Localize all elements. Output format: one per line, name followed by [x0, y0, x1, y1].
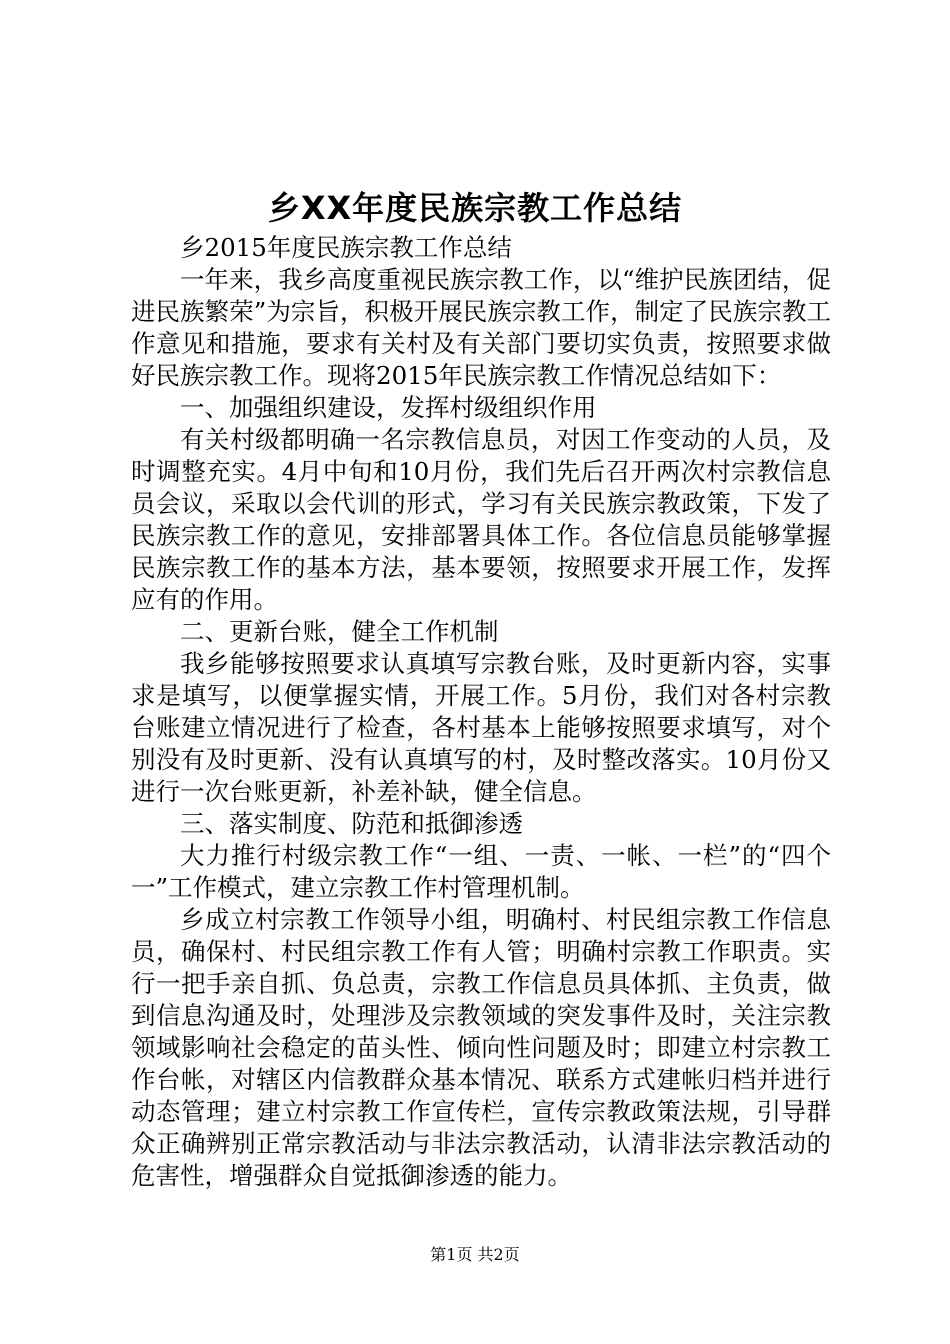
- paragraph-section-1: 有关村级都明确一名宗教信息员，对因工作变动的人员，及时调整充实。4月中旬和10月份，我们先后召开两次村宗教信息员会议，采取以会代训的形式，学习有关民族宗教政策，下发了民族宗教工作的意见，安排部署具体工作。各位信息员能够掌握民族宗教工作的基本方法，基本要领，按照要求开展工作，发挥应有的作用。: [131, 425, 831, 614]
- paragraph-section-3b: 乡成立村宗教工作领导小组，明确村、村民组宗教工作信息员，确保村、村民组宗教工作有人管；明确村宗教工作职责。实行一把手亲自抓、负总责，宗教工作信息员具体抓、主负责，做到信息沟通及时，处理涉及宗教领域的突发事件及时，关注宗教领域影响社会稳定的苗头性、倾向性问题及时；即建立村宗教工作台帐，对辖区内信教群众基本情况、联系方式建帐归档并进行动态管理；建立村宗教工作宣传栏，宣传宗教政策法规，引导群众正确辨别正常宗教活动与非法宗教活动，认清非法宗教活动的危害性，增强群众自觉抵御渗透的能力。: [131, 905, 831, 1190]
- section-heading-2: 二、更新台账，健全工作机制: [180, 617, 499, 646]
- paragraph-subtitle: 乡2015年度民族宗教工作总结: [180, 233, 512, 262]
- paragraph-section-3a: 大力推行村级宗教工作“一组、一责、一帐、一栏”的“四个一”工作模式，建立宗教工作村管理机制。: [131, 841, 831, 902]
- document-body: [131, 232, 831, 1192]
- paragraph-intro: 一年来，我乡高度重视民族宗教工作，以“维护民族团结，促进民族繁荣”为宗旨，积极开展民族宗教工作，制定了民族宗教工作意见和措施，要求有关村及有关部门要切实负责，按照要求做好民族宗教工作。现将2015年民族宗教工作情况总结如下：: [131, 265, 831, 390]
- page-number-footer: 第1页 共2页: [430, 1245, 520, 1264]
- section-heading-1: 一、加强组织建设，发挥村级组织作用: [180, 393, 597, 422]
- paragraph-section-2: 我乡能够按照要求认真填写宗教台账，及时更新内容，实事求是填写，以便掌握实情，开展工作。5月份，我们对各村宗教台账建立情况进行了检查，各村基本上能够按照要求填写，对个别没有及时更新、没有认真填写的村，及时整改落实。10月份又进行一次台账更新，补差补缺，健全信息。: [131, 649, 831, 806]
- document-title: 乡XX年度民族宗教工作总结: [267, 189, 683, 227]
- section-heading-3: 三、落实制度、防范和抵御渗透: [180, 809, 523, 838]
